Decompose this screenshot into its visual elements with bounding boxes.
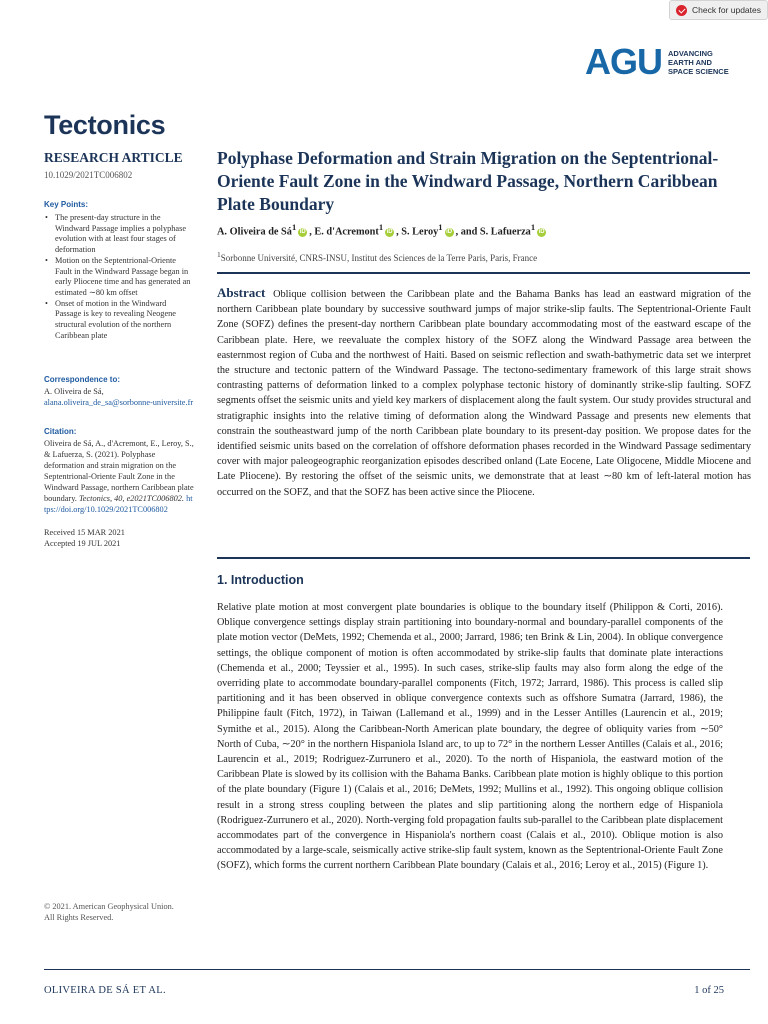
affiliation [217, 250, 537, 263]
citation-label: Citation: [44, 427, 77, 437]
author-affiliation-number: 1 [291, 222, 297, 232]
accepted-date: Accepted 19 JUL 2021 [44, 538, 121, 548]
abstract-text: Oblique collision between the Caribbean plate and the Bahama Banks has lead an eastward migration of the northern Caribbean plate boundary by successive southward jumps of major strike-slip faults. The Septentrional-Oriente Fault Zone (SOFZ) defines the present-day northern Caribbean plate boundary accommodating most of the eastward escape of the Caribbean plate. Here, we reevaluate the complex history of the SOFZ along the Windward Passage area between the easternmost region of Cuba and the northwest of Haiti. Based on seismic reflection and swath-bathymetric data set we interpret the structure and tectonic pattern of the Windward Passage. The tectono-sedimentary framework of this large strait shows contrasting patterns of deformation linked to a complex polyphase tectonic history of dominantly strike-slip faulting. SOFZ segments offset the seismic units and yield key markers of displacement along the fault system. Our study provides structural and stratigraphic insights into the relative timing of deformation along the Windward Passage and presents new elements that constrain the southeastward jump of the north Caribbean plate boundary to its present-day position. We propose dates for the identified seismic units based on the correlation of offshore deformation phases recorded in the Windward Passage sedimentary cover with major paleogeographic reorganization episodes described onland (Late Eocene, Late Oligocene, Middle Miocene and Late Pliocene). By restoring the offset of the seismic units, we demonstrate that at least ∼80 km of left-lateral motion has occurred on the SOFZ, and that the SOFZ has been active since the Pliocene. [217, 289, 752, 498]
check-for-updates-label: Check for updates [692, 5, 761, 15]
copyright-line: © 2021. American Geophysical Union. [44, 902, 174, 911]
copyright [44, 901, 194, 923]
section-heading: 1. Introduction [217, 573, 304, 587]
correspondence-label: Correspondence to: [44, 375, 121, 385]
agu-tagline-line: EARTH AND [668, 57, 712, 67]
author-separator: , [309, 226, 315, 238]
author-name: S. Leroy [401, 226, 439, 238]
footer-divider [44, 969, 750, 970]
author-name: A. Oliveira de Sá [217, 226, 292, 238]
copyright-line: All Rights Reserved. [44, 913, 114, 922]
agu-tagline-line: SPACE SCIENCE [668, 66, 729, 76]
journal-title: Tectonics [44, 110, 166, 140]
abstract-top-divider [217, 272, 750, 274]
article-type: RESEARCH ARTICLE [44, 150, 183, 165]
abstract-heading: Abstract [217, 285, 266, 300]
orcid-icon[interactable]: iD [446, 228, 453, 235]
received-date: Received 15 MAR 2021 [44, 527, 125, 537]
citation-body: Oliveira de Sá, A., d'Acremont, E., Leroy, S., & Lafuerza, S. (2021). Polyphase deformation and strain migration on the Septentrional-Oriente Fault Zone in the Windward Passage, northern Caribbean plate boundary. [44, 439, 194, 503]
author-separator: , and [455, 226, 480, 238]
orcid-icon[interactable]: iD [386, 228, 393, 235]
author-name: E. d'Acremont [314, 226, 379, 238]
agu-tagline-line: ADVANCING [668, 48, 713, 58]
author-affiliation-number: 1 [530, 222, 536, 232]
key-point: • Motion on the Septentrional-Oriente Fault in the Windward Passage began in early Pliocene time and has generated an estimated ∼80 km offset [44, 256, 194, 299]
author-name: S. Lafuerza [479, 226, 531, 238]
sidebar [44, 150, 194, 549]
key-points-label: Key Points: [44, 200, 89, 209]
page-number: 1 of 25 [694, 985, 724, 996]
citation-journal: Tectonics, 40, e2021TC006802. [78, 493, 184, 503]
agu-logo-mark: AGU [585, 41, 662, 82]
section-body: Relative plate motion at most convergent plate boundaries is oblique to the boundary itself (Philippon & Corti, 2016). Oblique convergence settings display strain partitioning into boundary-normal and boundary-parallel components of the plate motion vector (DeMets, 1992; Chemenda et al., 2000; Jarrard, 1986; ten Brink & Lin, 2004). In oblique convergence settings, the oblique component of motion is often accommodated by strike-slip faults that dominate plate interactions (Chemenda et al., 2000; Teyssier et al., 1995). In such cases, strike-slip faults may also form along the edge of the overriding plate to accommodate boundary-parallel components (Fitch, 1972; Jarrard, 1986). This process is called slip partitioning and it has been observed in oblique convergence contexts such as offshore Sumatra (Jarrard, 1986), the Philippine fault (Fitch, 1972), in Taiwan (Lallemand et al., 1999) and in the Lesser Antilles (Laurencin et al., 2019; Symithe et al., 2015). Along the Caribbean-North American plate boundary, the degree of obliquity varies from ∼50° North of Cuba, ∼20° in the northern Hispaniola Island arc, to up to 72° in the northern Lesser Antilles (Calais et al., 2016; Laurencin et al., 2019; Rodriguez-Zurrunero et al., 2020). To the north of Hispaniola, the eastward motion of the Caribbean Plate is slowed by its collision with the Bahama Banks. Caribbean plate motion is highly oblique to this portion of the plate boundary (Figure 1) (Calais et al., 2016; DeMets, 1992; Mullins et al., 1992). This ongoing oblique collision result in a strong stress coupling between the plates and slip partitioning along the northern edge of Hispaniola (Rodriguez-Zurrunero et al., 2020). North-verging fold propagation faults sub-parallel to the Caribbean plate displacement accommodates part of the convergence in Hispaniola's northern coast (Calais et al., 2010). Oblique motion is also accommodated by a large-scale, seismically active strike-slip fault system, known as the Septentrional-Oriente Fault Zone (SOFZ), which forms the current northern Caribbean Plate boundary (Calais et al., 2016; Leroy et al., 2015) (Figure 1). [217, 602, 723, 872]
key-points-list [44, 213, 194, 341]
author-affiliation-number: 1 [378, 222, 384, 232]
citation-doi-link[interactable]: https://doi.org/10.1029/2021TC006802 [44, 493, 193, 514]
agu-tagline [668, 49, 729, 76]
author-separator: , [396, 226, 402, 238]
running-head: OLIVEIRA DE SÁ ET AL. [44, 985, 166, 996]
agu-logo [585, 41, 729, 82]
key-point: • The present-day structure in the Windward Passage implies a polyphase evolution with at least four stages of deformation [44, 213, 194, 256]
key-point: • Onset of motion in the Windward Passage is key to revealing Neogene structural evolution of the northern Caribbean plate [44, 299, 194, 342]
abstract-bottom-divider [217, 557, 750, 559]
correspondence-name: A. Oliveira de Sá, [44, 387, 104, 397]
author-affiliation-number: 1 [438, 222, 443, 232]
affiliation-number: 1 [217, 250, 221, 259]
orcid-icon[interactable]: iD [299, 228, 306, 235]
correspondence-email-link[interactable]: alana.oliveira_de_sa@sorbonne-universite.fr [44, 398, 194, 408]
abstract [217, 285, 751, 500]
article-title: Polyphase Deformation and Strain Migration on the Septentrional-Oriente Fault Zone in the Windward Passage, Northern Caribbean Plate Boundary [217, 148, 719, 214]
affiliation-text: Sorbonne Université, CNRS-INSU, Institut des Sciences de la Terre Paris, Paris, France [220, 253, 538, 263]
check-for-updates-button[interactable] [669, 0, 768, 20]
citation-text [44, 439, 194, 515]
author-list [217, 222, 548, 237]
check-icon [676, 5, 687, 16]
orcid-icon[interactable]: iD [538, 228, 545, 235]
article-doi: 10.1029/2021TC006802 [44, 170, 133, 180]
